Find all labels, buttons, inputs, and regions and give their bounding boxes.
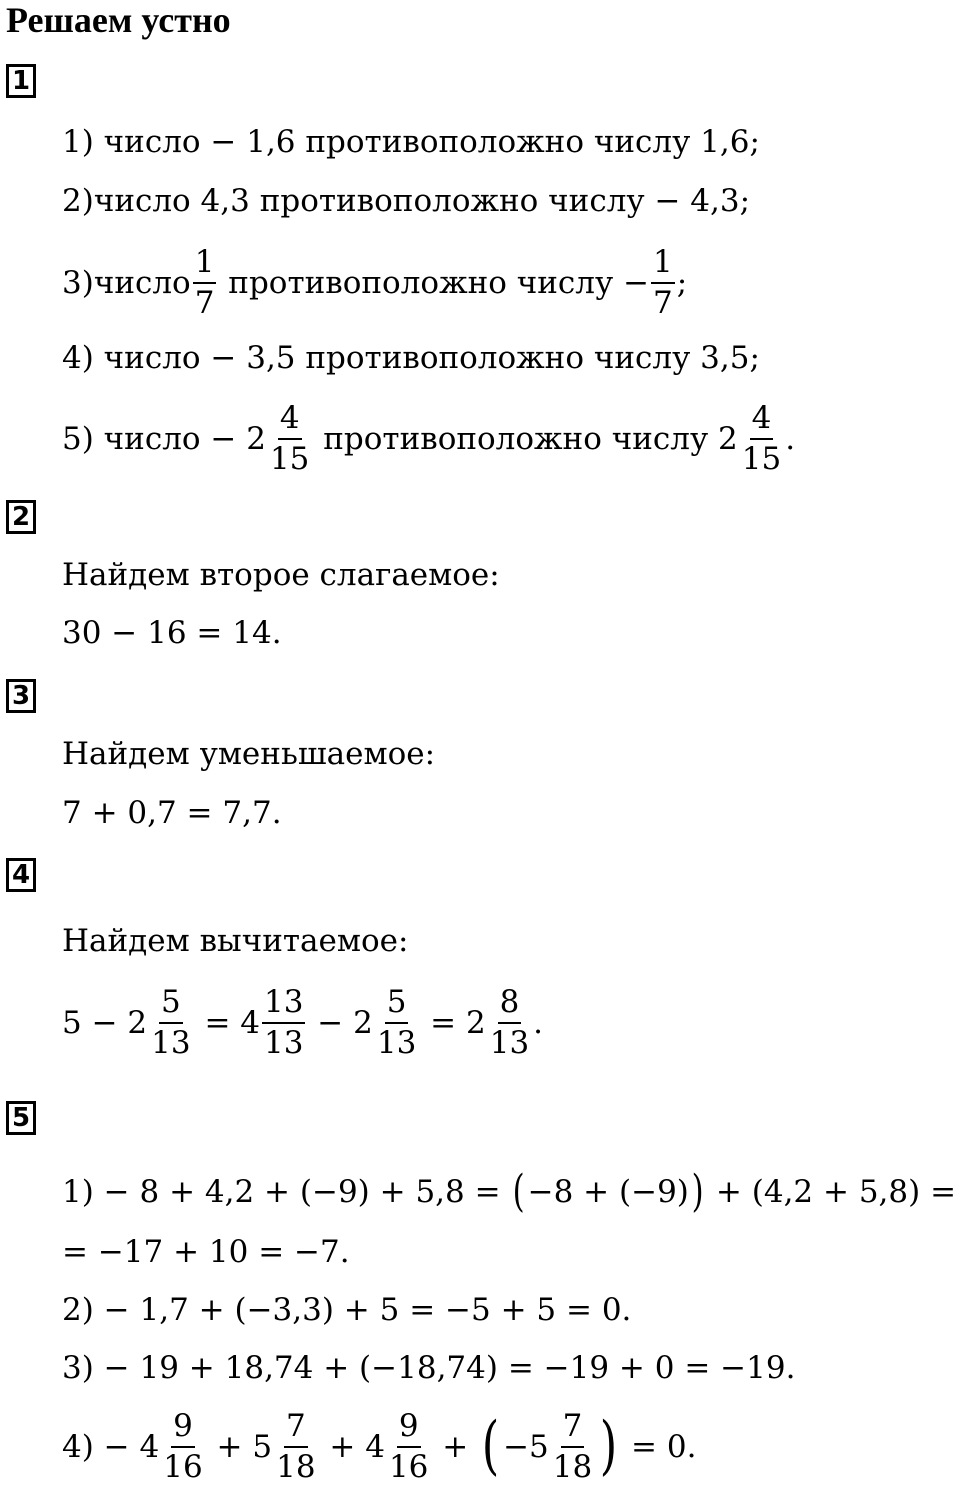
task5-line2: = −17 + 10 = −7. [62,1234,350,1270]
task1-line3 [62,238,687,328]
task4-line2 [62,978,543,1068]
denominator: 13 [151,1025,191,1061]
text-part: + (4,2 + 5,8) = [706,1174,957,1210]
numerator: 1 [651,247,675,284]
numerator: 5 [159,987,183,1024]
text-part: 4) − 4 [62,1428,160,1465]
task3-line1: Найдем уменьшаемое: [62,736,436,772]
task5-line5 [62,1404,696,1489]
text-part: . [785,421,796,457]
numerator: 7 [284,1411,308,1448]
numerator: 7 [561,1411,585,1448]
text-part: ; [676,265,688,301]
task5-line4: 3) − 19 + 18,74 + (−18,74) = −19 + 0 = −19. [62,1350,796,1386]
numerator: 4 [278,403,302,440]
task2-line2: 30 − 16 = 14. [62,615,282,651]
numerator: 13 [262,987,305,1024]
task-number-3: 3 [6,679,36,713]
denominator: 7 [653,285,673,321]
task5-line1 [62,1166,957,1218]
text-part: противоположно числу 2 [313,421,738,457]
denominator: 13 [489,1025,530,1061]
fraction [651,244,675,321]
fraction [193,244,217,321]
text-part: 5) число − 2 [62,421,266,457]
task-number-2: 2 [6,500,36,534]
text-part: противоположно числу − [218,265,650,301]
task1-line2: 2)число 4,3 противоположно числу − 4,3; [62,183,751,219]
text-part: = 2 [420,1005,486,1041]
task2-line1: Найдем второе слагаемое: [62,557,500,593]
fraction [268,400,311,477]
denominator: 13 [264,1025,304,1061]
numerator: 1 [193,247,217,284]
denominator: 15 [269,441,310,477]
denominator: 16 [163,1448,203,1485]
task-number-5: 5 [6,1101,36,1135]
fraction [551,1407,594,1485]
fraction [262,984,305,1061]
denominator: 16 [388,1448,429,1485]
task-number-4: 4 [6,858,36,892]
text-part: + [432,1428,479,1465]
numerator: 9 [171,1411,195,1448]
text-part: 5 − 2 [62,1005,148,1041]
text-part: −5 [503,1428,549,1465]
numerator: 4 [750,403,774,440]
numerator: 8 [498,987,522,1024]
text-part: 3)число [62,265,191,301]
big-paren: ) [691,1166,704,1218]
page-title: Решаем устно [6,0,231,40]
denominator: 15 [741,441,782,477]
fraction [488,984,531,1061]
text-part: + 4 [319,1428,385,1465]
text-part: − 2 [307,1005,373,1041]
text-part: = 0. [621,1428,697,1465]
task3-line2: 7 + 0,7 = 7,7. [62,795,282,831]
text-part: . [533,1005,544,1041]
task1-line4: 4) число − 3,5 противоположно числу 3,5; [62,340,760,376]
fraction [274,1407,317,1485]
denominator: 7 [194,285,215,321]
text-part: −8 + (−9) [527,1174,689,1210]
task1-line5 [62,394,795,484]
big-paren: ( [481,1408,500,1483]
text-part: + 5 [206,1428,273,1465]
fraction [387,1407,430,1485]
big-paren: ( [513,1166,526,1218]
numerator: 9 [397,1411,421,1448]
denominator: 13 [376,1025,417,1061]
denominator: 18 [552,1448,593,1485]
fraction [149,984,192,1061]
denominator: 18 [276,1448,316,1485]
numerator: 5 [385,987,409,1024]
task1-line1: 1) число − 1,6 противоположно числу 1,6; [62,124,760,160]
text-part: = 4 [194,1005,260,1041]
text-part: 1) − 8 + 4,2 + (−9) + 5,8 = [62,1174,511,1210]
big-paren: ) [599,1408,618,1483]
task-number-1: 1 [6,64,36,98]
fraction [375,984,418,1061]
task5-line3: 2) − 1,7 + (−3,3) + 5 = −5 + 5 = 0. [62,1292,632,1328]
fraction [161,1407,204,1485]
task4-line1: Найдем вычитаемое: [62,923,409,959]
fraction [740,400,783,477]
